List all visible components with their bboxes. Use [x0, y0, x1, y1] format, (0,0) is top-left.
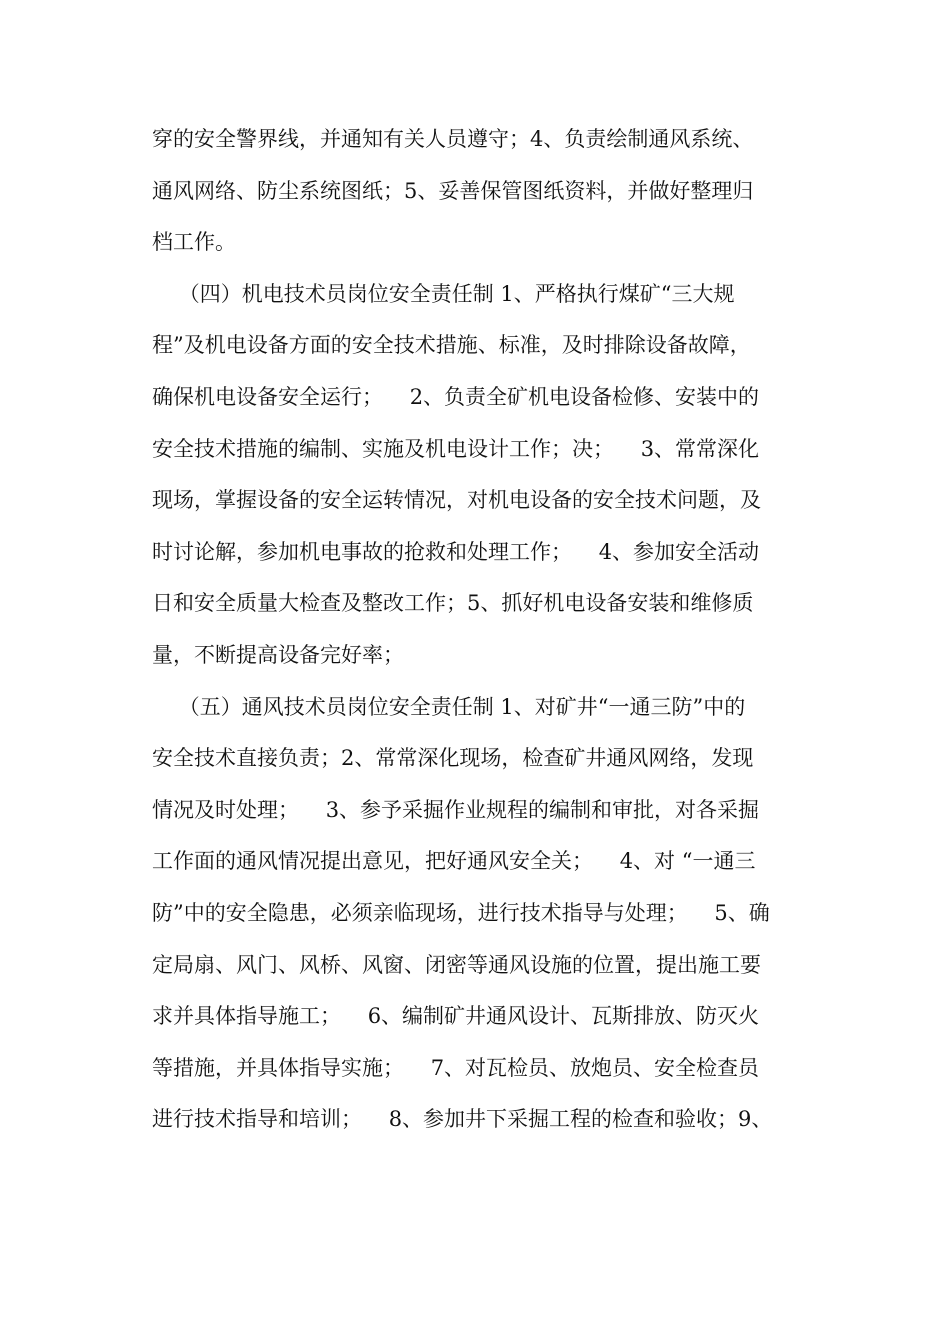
text-line: 确保机电设备安全运行； 2、负责全矿机电设备检修、安装中的: [152, 384, 760, 409]
text-line: 定局扇、风门、风桥、风窗、闭密等通风设施的位置，提出施工要: [152, 952, 761, 977]
text-line: 程”及机电设备方面的安全技术措施、标准，及时排除设备故障，: [152, 333, 751, 358]
text-line: 进行技术指导和培训； 8、参加井下采掘工程的检查和验收；9、: [152, 1107, 773, 1132]
text-line: 安全技术措施的编制、实施及机电设计工作；决； 3、常常深化: [152, 436, 760, 461]
text-line: 档工作。: [152, 230, 236, 255]
section-heading-line: （四）机电技术员岗位安全责任制 1、严格执行煤矿“三大规: [152, 281, 735, 306]
text-line: 工作面的通风情况提出意见，把好通风安全关； 4、对 “一通三: [152, 849, 756, 874]
text-line: 量，不断提高设备完好率；: [152, 642, 404, 667]
text-line: 求并具体指导施工； 6、编制矿井通风设计、瓦斯排放、防灭火: [152, 1004, 760, 1029]
body-text: [152, 114, 802, 1146]
text-line: 穿的安全警界线，并通知有关人员遵守；4、负责绘制通风系统、: [152, 127, 754, 151]
text-line: 情况及时处理； 3、参予采掘作业规程的编制和审批，对各采掘: [152, 797, 760, 822]
text-line: 等措施，并具体指导实施； 7、对瓦检员、放炮员、安全检查员: [152, 1055, 760, 1080]
text-line: 日和安全质量大检查及整改工作；5、抓好机电设备安装和维修质: [152, 591, 754, 616]
text-line: 时讨论解，参加机电事故的抢救和处理工作； 4、参加安全活动: [152, 539, 760, 564]
text-line: 现场，掌握设备的安全运转情况，对机电设备的安全技术问题，及: [152, 488, 761, 513]
text-line: 通风网络、防尘系统图纸；5、妥善保管图纸资料，并做好整理归: [152, 178, 754, 203]
section-heading-line: （五）通风技术员岗位安全责任制 1、对矿井“一通三防”中的: [152, 694, 746, 719]
text-line: 防”中的安全隐患，必须亲临现场，进行技术指导与处理； 5、确: [152, 900, 770, 925]
text-line: 安全技术直接负责；2、常常深化现场，检查矿井通风网络，发现: [152, 746, 754, 771]
